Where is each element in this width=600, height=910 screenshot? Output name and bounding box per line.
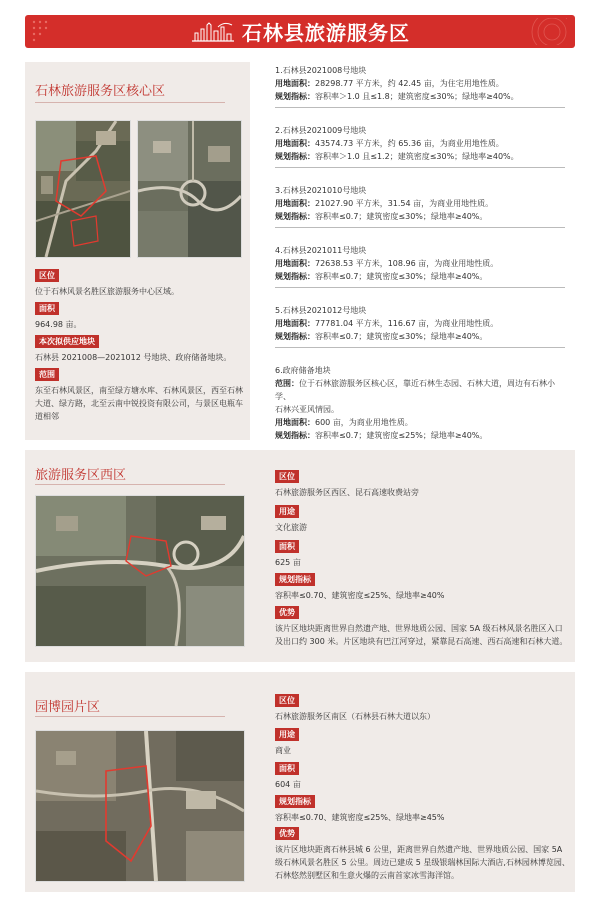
page-title: 石林县旅游服务区 [242,21,410,45]
west-advantage-tag: 优势 [275,606,299,619]
plot-area-label: 用地面积： [275,199,315,208]
expo-use-tag: 用途 [275,728,299,741]
reserve-index-text: 容积率≤0.7；建筑密度≤25%；绿地率≥40%。 [315,431,488,440]
west-zone-title: 旅游服务区西区 [35,468,127,483]
expo-zone-map [35,730,245,882]
plot-separator [275,287,565,288]
expo-index-text: 容积率≤0.70、建筑密度≤25%、绿地率≥45% [275,813,445,822]
west-use-tag: 用途 [275,505,299,518]
expo-advantage-line-3: 石林悠然别墅区和生意火爆的云南首家冰雪海洋馆。 [275,871,459,880]
plot-area-text: 43574.73 平方米，约 65.36 亩，为商业用地性质。 [315,139,504,148]
plot-separator [275,167,565,168]
expo-zone-title: 园博园片区 [35,700,101,715]
west-area-text: 625 亩 [275,558,301,567]
skyline-icon [190,21,236,43]
core-zone-map-right [137,120,242,258]
reserve-area-text: 600 亩，为商业用地性质。 [315,418,413,427]
west-location-tag: 区位 [275,470,299,483]
expo-advantage-line-2: 级石林风景名胜区 5 公里。周边已建成 5 星级银瑞林国际大酒店,石林园林博览园、 [275,858,570,867]
plot-item [275,65,565,108]
expo-location-tag: 区位 [275,694,299,707]
reserve-index-label: 规划指标： [275,431,315,440]
plot-area-label: 用地面积： [275,259,315,268]
plot-index-text: 容积率＞1.0 且≤1.2；建筑密度≤30%；绿地率≥40%。 [315,152,519,161]
reserve-range-text-1: 位于石林旅游服务区核心区，靠近石林生态园、石林大道，周边有石林小学、 [275,379,555,401]
core-zone-panel [25,62,575,440]
core-range-line-3: 道相邻 [35,412,59,421]
expo-use-text: 商业 [275,746,291,755]
plot-title: 1.石林县2021008号地块 [275,66,367,75]
plot-index-text: 容积率≤0.7；建筑密度≤30%；绿地率≥40%。 [315,212,488,221]
expo-index-tag: 规划指标 [275,795,315,808]
plot-area-label: 用地面积： [275,79,315,88]
west-title-underline [35,484,225,485]
circle-pattern-icon [507,18,567,45]
reserve-plot-item [275,365,565,442]
west-advantage-line-1: 该片区地块距离世界自然遗产地、世界地质公园、国家 5A 级石林风景名胜区入口 [275,624,563,633]
west-index-text: 容积率≤0.70、建筑密度≤25%、绿地率≥40% [275,591,445,600]
reserve-range-label: 范围： [275,379,299,388]
core-area-tag: 面积 [35,302,59,315]
plot-area-text: 77781.04 平方米，116.67 亩，为商业用地性质。 [315,319,499,328]
plot-area-text: 72638.53 平方米，108.96 亩，为商业用地性质。 [315,259,499,268]
reserve-plot-title: 6.政府储备地块 [275,366,331,375]
plot-index-text: 容积率≤0.7；建筑密度≤30%；绿地率≥40%。 [315,272,488,281]
plot-item [275,185,565,228]
plot-area-text: 21027.90 平方米，31.54 亩，为商业用地性质。 [315,199,494,208]
plot-area-text: 28298.77 平方米，约 42.45 亩，为住宅用地性质。 [315,79,504,88]
west-use-text: 文化旅游 [275,523,307,532]
west-location-text: 石林旅游服务区西区、昆石高速收费站旁 [275,488,419,497]
core-location-text: 位于石林风景名胜区旅游服务中心区域。 [35,287,179,296]
plot-index-label: 规划指标： [275,92,315,101]
core-range-line-2: 大道、绿方路，北至云南中锐投资有限公司，与景区电瓶车 [35,399,243,408]
core-range-tag: 范围 [35,368,59,381]
expo-advantage-line-1: 该片区地块距离石林县城 6 公里，距离世界自然遗产地、世界地质公园、国家 5A [275,845,563,854]
plot-title: 2.石林县2021009号地块 [275,126,367,135]
west-zone-panel [25,450,575,662]
plot-area-label: 用地面积： [275,139,315,148]
reserve-range-text-2: 石林兴亚风情园。 [275,405,339,414]
plot-separator [275,227,565,228]
plot-item [275,125,565,168]
west-index-tag: 规划指标 [275,573,315,586]
plot-title: 4.石林县2021011号地块 [275,246,367,255]
plot-separator [275,347,565,348]
core-zone-title: 石林旅游服务区核心区 [35,84,166,99]
west-advantage-line-2: 及出口约 300 米。片区地块有巴江河穿过，紧靠昆石高速、西石高速和石林大道。 [275,637,568,646]
expo-advantage-tag: 优势 [275,827,299,840]
plot-separator [275,107,565,108]
core-location-tag: 区位 [35,269,59,282]
dot-pattern-icon [30,18,70,45]
plot-index-label: 规划指标： [275,152,315,161]
expo-zone-panel [25,672,575,892]
expo-area-tag: 面积 [275,762,299,775]
plot-area-label: 用地面积： [275,319,315,328]
core-zone-map-left [35,120,131,258]
plot-item [275,305,565,348]
expo-area-text: 604 亩 [275,780,301,789]
core-supply-tag: 本次拟供应地块 [35,335,99,348]
west-zone-map [35,495,245,647]
west-area-tag: 面积 [275,540,299,553]
core-area-text: 964.98 亩。 [35,320,82,329]
core-range-line-1: 东至石林风景区，南至绿方塘水库、石林风景区，西至石林 [35,386,243,395]
expo-location-text: 石林旅游服务区南区（石林县石林大道以东） [275,712,435,721]
reserve-area-label: 用地面积： [275,418,315,427]
title-banner [25,15,575,48]
core-supply-text: 石林县 2021008—2021012 号地块、政府储备地块。 [35,353,232,362]
plot-title: 3.石林县2021010号地块 [275,186,367,195]
plot-title: 5.石林县2021012号地块 [275,306,367,315]
plot-index-text: 容积率＞1.0 且≤1.8；建筑密度≤30%；绿地率≥40%。 [315,92,519,101]
plot-index-text: 容积率≤0.7；建筑密度≤30%；绿地率≥40%。 [315,332,488,341]
plot-index-label: 规划指标： [275,212,315,221]
expo-title-underline [35,716,225,717]
plot-index-label: 规划指标： [275,332,315,341]
plot-index-label: 规划指标： [275,272,315,281]
plot-item [275,245,565,288]
core-title-underline [35,102,225,103]
